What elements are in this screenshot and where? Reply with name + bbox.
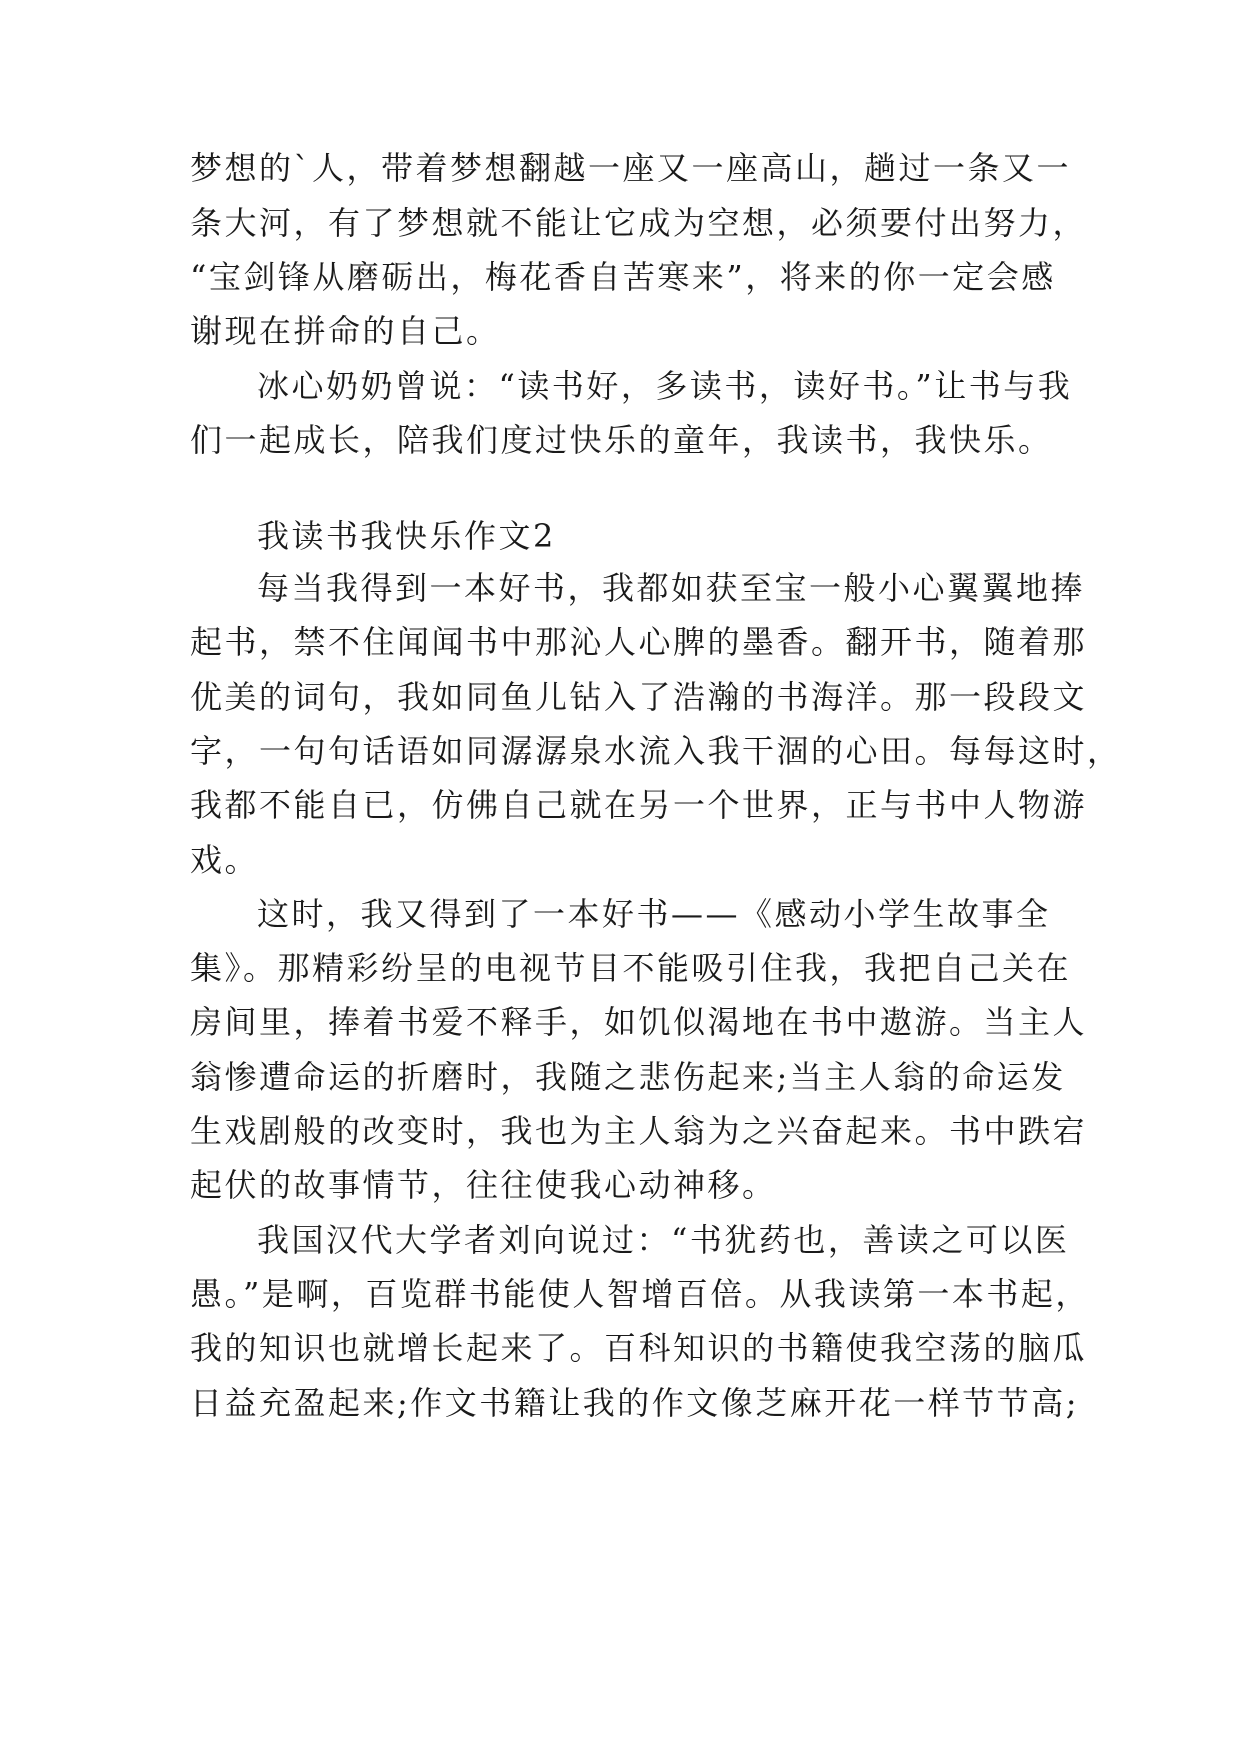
paragraph-line: “宝剑锋从磨砺出，梅花香自苦寒来”，将来的你一定会感 (190, 258, 1056, 296)
paragraph-line: 集》。那精彩纷呈的电视节目不能吸引住我，我把自己关在 (190, 949, 1072, 987)
paragraph-line: 我的知识也就增长起来了。百科知识的书籍使我空荡的脑瓜 (190, 1329, 1088, 1367)
paragraph-line: 戏。 (190, 841, 260, 879)
paragraph-line: 字，一句句话语如同潺潺泉水流入我干涸的心田。每每这时， (190, 732, 1122, 770)
paragraph-line: 梦想的`人，带着梦想翻越一座又一座高山，趟过一条又一 (190, 149, 1072, 187)
paragraph-line: 这时，我又得到了一本好书——《感动小学生故事全 (257, 895, 1051, 933)
paragraph-line: 我都不能自已，仿佛自己就在另一个世界，正与书中人物游 (190, 786, 1088, 824)
paragraph-line: 日益充盈起来;作文书籍让我的作文像芝麻开花一样节节高; (190, 1384, 1080, 1422)
section-heading: 我读书我快乐作文2 (257, 517, 556, 555)
paragraph-line: 生戏剧般的改变时，我也为主人翁为之兴奋起来。书中跌宕 (190, 1112, 1088, 1150)
paragraph-line: 起书，禁不住闻闻书中那沁人心脾的墨香。翻开书，随着那 (190, 623, 1088, 661)
paragraph-line: 每当我得到一本好书，我都如获至宝一般小心翼翼地捧 (257, 569, 1086, 607)
paragraph-line: 条大河，有了梦想就不能让它成为空想，必须要付出努力， (190, 204, 1088, 242)
paragraph-line: 房间里，捧着书爱不释手，如饥似渴地在书中遨游。当主人 (190, 1003, 1088, 1041)
paragraph-line: 优美的词句，我如同鱼儿钻入了浩瀚的书海洋。那一段段文 (190, 678, 1088, 716)
paragraph-line: 起伏的故事情节，往往使我心动神移。 (190, 1166, 777, 1204)
paragraph-line: 愚。”是啊，百览群书能使人智增百倍。从我读第一本书起， (190, 1275, 1090, 1313)
paragraph-line: 冰心奶奶曾说：“读书好，多读书，读好书。”让书与我 (257, 367, 1073, 405)
paragraph-line: 谢现在拼命的自己。 (190, 312, 501, 350)
paragraph-line: 我国汉代大学者刘向说过：“书犹药也，善读之可以医 (257, 1221, 1070, 1259)
paragraph-line: 翁惨遭命运的折磨时，我随之悲伤起来;当主人翁的命运发 (190, 1058, 1066, 1096)
paragraph-line: 们一起成长，陪我们度过快乐的童年，我读书，我快乐。 (190, 421, 1053, 459)
